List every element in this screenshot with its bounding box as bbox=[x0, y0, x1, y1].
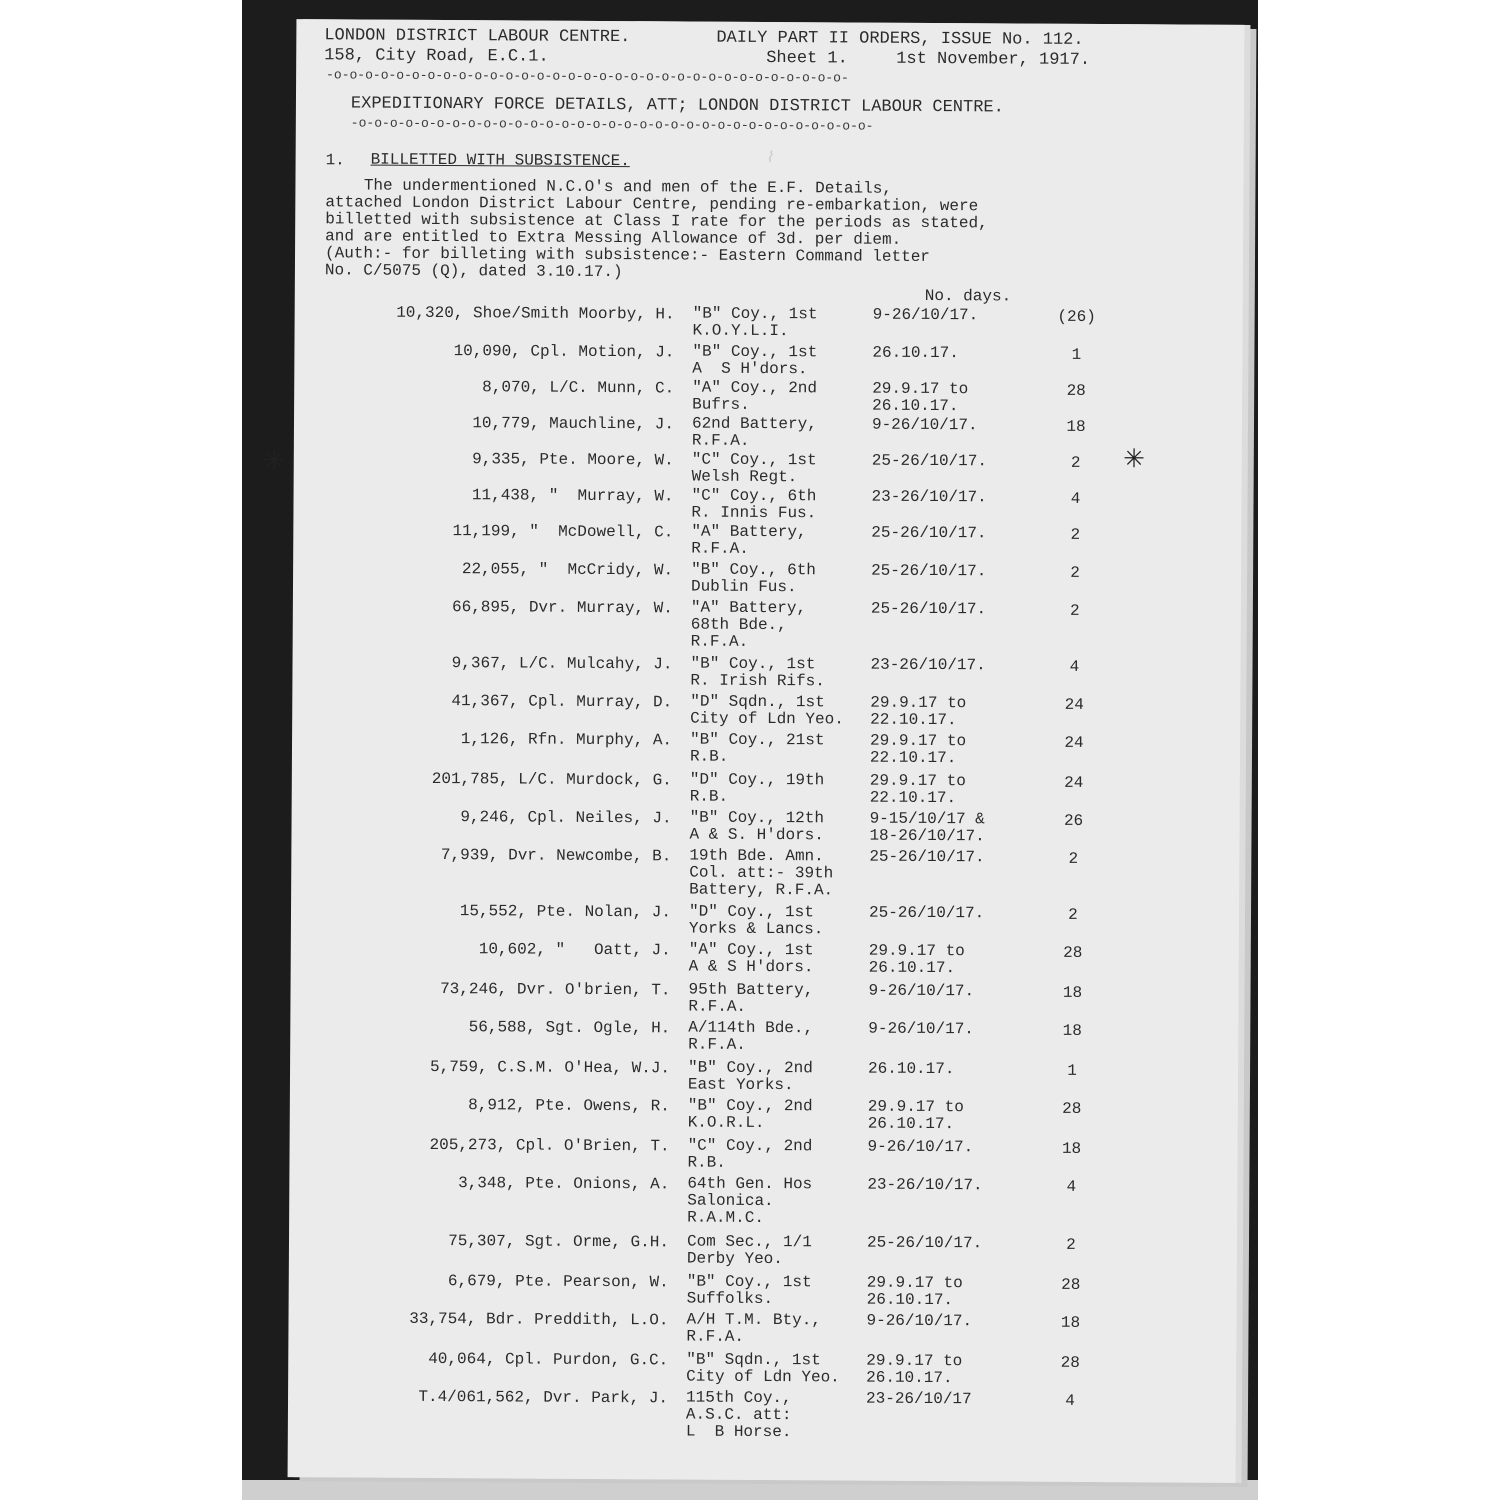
entry-name: 201,785, L/C. Murdock, G. bbox=[431, 769, 672, 790]
entry-days: 18 bbox=[1060, 1313, 1081, 1332]
entry-days: 4 bbox=[1069, 657, 1080, 676]
entry-days: 2 bbox=[1068, 849, 1079, 868]
entry-days: 1 bbox=[1067, 1061, 1077, 1080]
entry-name: 10,602, " Oatt, J. bbox=[478, 940, 671, 960]
entry-unit-line: 68th Bde., bbox=[690, 615, 787, 635]
entry-name: 7,939, Dvr. Newcombe, B. bbox=[440, 846, 672, 866]
entry-row bbox=[292, 729, 1240, 768]
entry-days: 18 bbox=[1062, 1021, 1082, 1040]
entry-name: T.4/061,562, Dvr. Park, J. bbox=[418, 1387, 669, 1408]
entry-unit bbox=[690, 694, 844, 729]
entry-unit-line: 62nd Battery, bbox=[691, 414, 817, 434]
entry-unit bbox=[692, 416, 817, 451]
pencil-annotation: ⌇ bbox=[765, 147, 774, 167]
entry-unit-line: "A" Battery, bbox=[690, 598, 807, 618]
entry-period bbox=[871, 563, 986, 581]
entry-name: 33,754, Bdr. Preddith, L.O. bbox=[409, 1309, 669, 1330]
entry-period bbox=[869, 943, 965, 978]
entry-name: 41,367, Cpl. Murray, D. bbox=[451, 692, 673, 712]
entry-unit-line: Welsh Regt. bbox=[691, 467, 798, 487]
entry-row bbox=[293, 559, 1241, 597]
entry-row bbox=[291, 845, 1239, 900]
entry-name: 56,588, Sgt. Ogle, H. bbox=[468, 1018, 671, 1038]
header-address: 158, City Road, E.C.1. bbox=[324, 46, 549, 67]
entry-unit-line: "B" Coy., 1st bbox=[692, 342, 818, 362]
entry-unit-line: "D" Coy., 1st bbox=[688, 902, 814, 922]
entry-period bbox=[868, 983, 974, 1001]
entry-unit-line: A.S.C. att: bbox=[685, 1405, 792, 1425]
entry-period bbox=[872, 345, 959, 363]
entry-unit-line: R.F.A. bbox=[688, 997, 747, 1016]
entry-period bbox=[869, 811, 984, 846]
entry-days: 28 bbox=[1060, 1353, 1080, 1372]
entry-period-line: 22.10.17. bbox=[869, 788, 957, 808]
entry-period-line: 29.9.17 to bbox=[872, 379, 969, 399]
paragraph-line: No. C/5075 (Q), dated 3.10.17.) bbox=[324, 261, 623, 282]
entry-name: 205,273, Cpl. O'Brien, T. bbox=[429, 1135, 670, 1156]
entry-name: 75,307, Sgt. Orme, G.H. bbox=[448, 1232, 670, 1252]
entry-period-line: 23-26/10/17 bbox=[865, 1389, 972, 1409]
entry-name: 40,064, Cpl. Purdon, G.C. bbox=[428, 1349, 669, 1370]
entry-unit-line: R.F.A. bbox=[690, 632, 749, 651]
entry-unit-line: "B" Coy., 1st bbox=[690, 654, 816, 674]
entry-row bbox=[288, 1387, 1236, 1442]
entry-unit-line: R.F.A. bbox=[688, 1035, 746, 1054]
entry-name: 73,246, Dvr. O'brien, T. bbox=[440, 980, 671, 1000]
entry-unit-line: "B" Sqdn., 1st bbox=[686, 1350, 821, 1370]
entry-period bbox=[866, 1391, 972, 1409]
entry-unit-line: A S H'dors. bbox=[692, 359, 808, 379]
entry-period-line: 29.9.17 to bbox=[870, 693, 967, 713]
entry-unit bbox=[687, 1234, 812, 1269]
entry-unit-line: "C" Coy., 1st bbox=[691, 450, 817, 470]
entry-days: 24 bbox=[1064, 695, 1084, 714]
entry-days: 18 bbox=[1062, 983, 1083, 1002]
entry-period bbox=[872, 489, 987, 507]
entry-unit-line: "B" Coy., 6th bbox=[691, 560, 816, 580]
entry-days: 2 bbox=[1070, 453, 1081, 472]
entry-period bbox=[867, 1177, 982, 1195]
entry-row bbox=[289, 1271, 1237, 1310]
entry-period bbox=[873, 307, 979, 325]
entry-period-line: 18-26/10/17. bbox=[869, 826, 985, 846]
entry-name: 66,895, Dvr. Murray, W. bbox=[451, 598, 673, 618]
entry-row bbox=[292, 807, 1240, 846]
document-sheet bbox=[263, 19, 1245, 1483]
entry-period-line: 23-26/10/17. bbox=[871, 487, 987, 507]
entry-row bbox=[289, 1231, 1237, 1269]
entry-unit bbox=[690, 732, 825, 767]
entry-days: 2 bbox=[1066, 1235, 1076, 1254]
entry-period-line: 26.10.17. bbox=[872, 396, 959, 416]
entry-period-line: 23-26/10/17. bbox=[867, 1175, 983, 1195]
entry-days: 4 bbox=[1065, 1391, 1075, 1410]
entry-unit bbox=[687, 1176, 812, 1228]
entry-unit-line: A & S H'dors. bbox=[688, 957, 814, 977]
entry-days: 1 bbox=[1071, 345, 1082, 364]
entry-unit-line: K.O.R.L. bbox=[687, 1113, 765, 1132]
entry-days: 2 bbox=[1069, 601, 1080, 620]
entry-days: 18 bbox=[1066, 417, 1086, 436]
entry-period-line: 22.10.17. bbox=[869, 748, 957, 768]
entry-name: 9,335, Pte. Moore, W. bbox=[472, 450, 674, 470]
entry-name: 10,090, Cpl. Motion, J. bbox=[453, 342, 675, 362]
entry-unit bbox=[688, 1020, 813, 1055]
entry-unit-line: "C" Coy., 2nd bbox=[687, 1136, 813, 1156]
entry-period bbox=[872, 417, 978, 435]
entry-row bbox=[291, 939, 1239, 978]
entry-period-line: 29.9.17 to bbox=[867, 1097, 964, 1117]
entry-period bbox=[866, 1353, 962, 1388]
entry-period-line: 9-26/10/17. bbox=[868, 981, 975, 1001]
entry-unit-line: "B" Coy., 2nd bbox=[688, 1058, 813, 1078]
entry-period bbox=[869, 849, 984, 867]
entry-unit-line: 115th Coy., bbox=[685, 1388, 792, 1408]
entry-days: 28 bbox=[1062, 1099, 1082, 1118]
entry-period bbox=[872, 381, 968, 416]
entry-days: 24 bbox=[1064, 773, 1084, 792]
entry-unit-line: R.F.A. bbox=[691, 431, 750, 450]
entry-row bbox=[289, 1173, 1237, 1227]
entry-period-line: 26.10.17. bbox=[868, 1059, 955, 1079]
entry-unit-line: "B" Coy., 1st bbox=[692, 304, 818, 324]
entry-period bbox=[868, 1061, 955, 1079]
entry-unit-line: K.O.Y.L.I. bbox=[692, 321, 789, 341]
entry-days: 18 bbox=[1061, 1139, 1082, 1158]
entry-period-line: 9-26/10/17. bbox=[872, 305, 979, 325]
entry-name: 3,348, Pte. Onions, A. bbox=[458, 1174, 670, 1194]
entry-row bbox=[293, 597, 1241, 651]
entry-days: 28 bbox=[1066, 381, 1086, 400]
entry-row bbox=[292, 691, 1240, 730]
entry-name: 10,320, Shoe/Smith Moorby, H. bbox=[396, 303, 675, 324]
entry-days: 26 bbox=[1063, 811, 1084, 830]
entry-unit bbox=[690, 656, 825, 691]
photo-bottom-strip bbox=[242, 1480, 1258, 1500]
entry-unit-line: 95th Battery, bbox=[688, 980, 814, 1000]
entry-row bbox=[294, 341, 1242, 379]
entry-row bbox=[292, 769, 1240, 808]
entry-unit-line: Battery, R.F.A. bbox=[689, 880, 834, 900]
header-org-line: LONDON DISTRICT LABOUR CENTRE. bbox=[324, 26, 631, 48]
entry-days: 2 bbox=[1068, 905, 1078, 924]
entry-unit bbox=[686, 1352, 840, 1387]
entry-unit bbox=[686, 1390, 792, 1442]
entry-unit bbox=[689, 904, 824, 939]
section-number: 1. bbox=[325, 151, 345, 170]
entry-period-line: 26.10.17. bbox=[866, 1368, 953, 1388]
entry-unit-line: Derby Yeo. bbox=[686, 1249, 783, 1269]
entry-name: 6,679, Pte. Pearson, W. bbox=[447, 1272, 669, 1292]
entry-period-line: 29.9.17 to bbox=[869, 771, 966, 791]
entry-row bbox=[290, 1135, 1238, 1172]
entry-unit-line: R.B. bbox=[687, 1153, 726, 1172]
entry-period-line: 29.9.17 to bbox=[866, 1351, 963, 1371]
entry-unit bbox=[692, 344, 817, 379]
entry-unit-line: "B" Coy., 2nd bbox=[687, 1096, 813, 1116]
entry-name: 8,912, Pte. Owens, R. bbox=[468, 1096, 670, 1116]
entry-unit bbox=[687, 1138, 812, 1173]
asterisk-mark-right: ✳ bbox=[1123, 440, 1145, 479]
entry-unit-line: "D" Coy., 19th bbox=[689, 770, 825, 790]
entry-period bbox=[870, 733, 966, 768]
entry-period-line: 26.10.17. bbox=[866, 1290, 954, 1310]
entry-unit-line: Salonica. bbox=[687, 1191, 774, 1211]
entry-days: 24 bbox=[1064, 733, 1084, 752]
entry-period bbox=[870, 695, 966, 730]
entry-name: 1,126, Rfn. Murphy, A. bbox=[460, 730, 673, 750]
entry-unit-line: "A" Coy., 1st bbox=[688, 940, 814, 960]
entry-period bbox=[867, 1275, 963, 1310]
entry-period-line: 25-26/10/17. bbox=[871, 523, 987, 543]
entry-unit bbox=[691, 488, 816, 523]
entry-unit bbox=[687, 1274, 812, 1309]
entry-unit-line: A & S. H'dors. bbox=[689, 825, 824, 845]
paragraph-line: The undermentioned N.C.O's and men of the E.F. Details, bbox=[325, 176, 892, 198]
entry-days: (26) bbox=[1057, 307, 1096, 327]
header-rule: -o-o-o-o-o-o-o-o-o-o-o-o-o-o-o-o-o-o-o-o-o-o-o-o-o-o-o-o-o-o-o-o-o- bbox=[326, 67, 849, 86]
paragraph-line: billetted with subsistence at Class I rate for the periods as stated, bbox=[325, 210, 988, 233]
section-paragraph bbox=[325, 177, 1156, 284]
entry-unit-line: "B" Coy., 21st bbox=[690, 730, 825, 750]
entry-unit-line: Suffolks. bbox=[686, 1289, 774, 1309]
entry-unit bbox=[688, 982, 813, 1017]
entry-period-line: 25-26/10/17. bbox=[871, 561, 987, 581]
entry-period bbox=[870, 657, 985, 675]
entry-period bbox=[872, 453, 987, 471]
entry-unit-line: 19th Bde. Amn. bbox=[689, 846, 824, 866]
entry-period-line: 26.10.17. bbox=[867, 1114, 955, 1134]
entry-row bbox=[290, 1017, 1238, 1054]
entry-unit bbox=[692, 452, 817, 487]
asterisk-mark-left: ✳ bbox=[263, 441, 285, 481]
entry-row bbox=[291, 979, 1239, 1016]
entry-unit-line: A/114th Bde., bbox=[688, 1018, 814, 1038]
entry-unit-line: East Yorks. bbox=[687, 1075, 794, 1095]
section-title: BILLETTED WITH SUBSISTENCE. bbox=[370, 150, 630, 171]
entry-row bbox=[290, 1095, 1238, 1134]
entry-unit bbox=[693, 306, 818, 341]
paragraph-line: attached London District Labour Centre, pending re-embarkation, were bbox=[325, 193, 979, 216]
entry-name: 22,055, " McCridy, W. bbox=[461, 560, 674, 580]
entry-period-line: 29.9.17 to bbox=[866, 1273, 963, 1293]
entry-unit-line: "A" Coy., 2nd bbox=[692, 378, 818, 398]
title-rule: -o-o-o-o-o-o-o-o-o-o-o-o-o-o-o-o-o-o-o-o-o-o-o-o-o-o-o-o-o-o-o-o-o- bbox=[350, 115, 874, 134]
entry-period-line: 25-26/10/17. bbox=[871, 451, 988, 471]
entry-period-line: 29.9.17 to bbox=[870, 731, 967, 751]
entry-unit-line: R.B. bbox=[689, 747, 729, 766]
entry-name: 10,779, Mauchline, J. bbox=[472, 414, 675, 434]
entry-name: 15,552, Pte. Nolan, J. bbox=[459, 902, 672, 922]
entry-name: 8,070, L/C. Munn, C. bbox=[482, 378, 675, 398]
entry-period bbox=[871, 601, 986, 619]
entry-period-line: 22.10.17. bbox=[870, 710, 957, 730]
entry-period-line: 9-26/10/17. bbox=[867, 1137, 974, 1157]
entry-name: 5,759, C.S.M. O'Hea, W.J. bbox=[429, 1057, 671, 1078]
entry-unit-line: Com Sec., 1/1 bbox=[686, 1232, 812, 1252]
entry-period-line: 25-26/10/17. bbox=[870, 599, 987, 619]
entry-row bbox=[289, 1309, 1237, 1346]
entry-name: 9,246, Cpl. Neiles, J. bbox=[460, 808, 672, 828]
entry-period-line: 25-26/10/17. bbox=[866, 1233, 983, 1253]
entry-unit-line: City of Ldn Yeo. bbox=[690, 709, 844, 729]
entry-unit bbox=[689, 848, 833, 900]
entry-period-line: 9-26/10/17. bbox=[868, 1019, 974, 1039]
entry-unit bbox=[691, 524, 806, 559]
entry-unit bbox=[690, 772, 825, 807]
entry-period bbox=[870, 773, 966, 808]
entry-period bbox=[869, 905, 984, 923]
header-date: 1st November, 1917. bbox=[896, 49, 1091, 70]
entry-period-line: 9-15/10/17 & bbox=[869, 809, 985, 829]
entry-period-line: 23-26/10/17. bbox=[870, 655, 986, 675]
entry-row bbox=[293, 653, 1241, 691]
entry-unit-line: R. Irish Rifs. bbox=[690, 671, 825, 691]
entry-unit bbox=[691, 600, 807, 652]
entry-period-line: 26.10.17. bbox=[868, 958, 956, 978]
entry-unit-line: Col. att:- 39th bbox=[689, 863, 834, 883]
entry-unit-line: R.A.M.C. bbox=[687, 1208, 765, 1227]
entry-unit-line: 64th Gen. Hos bbox=[687, 1174, 813, 1194]
days-column-header: No. days. bbox=[924, 286, 1012, 306]
paragraph-line: and are entitled to Extra Messing Allowance of 3d. per diem. bbox=[325, 227, 902, 249]
entry-period bbox=[868, 1099, 964, 1134]
entry-unit bbox=[689, 942, 814, 977]
entry-period-line: 26.10.17. bbox=[872, 343, 959, 363]
paragraph-line: (Auth:- for billeting with subsistence:- Eastern Command letter bbox=[324, 244, 930, 266]
entry-period-line: 9-26/10/17. bbox=[871, 415, 978, 435]
entry-unit-line: "B" Coy., 12th bbox=[689, 808, 825, 828]
entry-row bbox=[295, 303, 1243, 341]
entry-days: 28 bbox=[1063, 943, 1083, 962]
entry-period-line: 25-26/10/17. bbox=[868, 903, 985, 923]
entry-period-line: 25-26/10/17. bbox=[869, 847, 985, 867]
entry-row bbox=[291, 901, 1239, 939]
entry-unit-line: Dublin Fus. bbox=[690, 577, 797, 597]
entry-unit-line: City of Ldn Yeo. bbox=[686, 1367, 840, 1387]
entry-name: 11,438, " Murray, W. bbox=[471, 486, 674, 506]
entry-unit-line: "B" Coy., 1st bbox=[686, 1272, 812, 1292]
document-title: EXPEDITIONARY FORCE DETAILS, ATT; LONDON DISTRICT LABOUR CENTRE. bbox=[350, 94, 1004, 118]
entry-period-line: 9-26/10/17. bbox=[866, 1311, 973, 1331]
entry-period bbox=[867, 1235, 982, 1253]
entry-unit bbox=[692, 380, 817, 415]
entry-days: 4 bbox=[1070, 489, 1081, 508]
entry-name: 9,367, L/C. Mulcahy, J. bbox=[451, 654, 673, 674]
entry-unit bbox=[686, 1312, 821, 1347]
entry-unit-line: R.B. bbox=[689, 787, 729, 806]
entry-period bbox=[866, 1313, 972, 1331]
entry-days: 4 bbox=[1066, 1177, 1077, 1196]
entry-period bbox=[868, 1021, 974, 1039]
entry-unit bbox=[691, 562, 816, 597]
entry-row bbox=[290, 1057, 1238, 1095]
entry-unit bbox=[689, 810, 824, 845]
entry-unit bbox=[688, 1060, 813, 1095]
entry-unit-line: Yorks & Lancs. bbox=[688, 919, 824, 939]
entry-period-line: 29.9.17 to bbox=[868, 941, 965, 961]
entry-days: 2 bbox=[1070, 525, 1081, 544]
entry-unit-line: A/H T.M. Bty., bbox=[686, 1310, 821, 1330]
entry-days: 28 bbox=[1061, 1275, 1081, 1294]
entry-unit-line: R.F.A. bbox=[691, 539, 749, 558]
entry-period bbox=[871, 525, 986, 543]
entry-period bbox=[868, 1139, 974, 1157]
entry-name: 11,199, " McDowell, C. bbox=[452, 522, 674, 542]
entry-unit-line: "D" Sqdn., 1st bbox=[690, 692, 825, 712]
entry-unit-line: L B Horse. bbox=[685, 1422, 792, 1442]
header-sheet: Sheet 1. bbox=[766, 48, 848, 69]
entry-unit-line: "C" Coy., 6th bbox=[691, 486, 817, 506]
entry-unit-line: R. Innis Fus. bbox=[691, 503, 817, 523]
entry-row bbox=[288, 1349, 1236, 1388]
entry-unit bbox=[688, 1098, 813, 1133]
entry-days: 2 bbox=[1070, 563, 1080, 582]
entry-unit-line: R.F.A. bbox=[686, 1327, 745, 1346]
entry-unit-line: Bufrs. bbox=[692, 395, 750, 414]
entry-unit-line: "A" Battery, bbox=[691, 522, 807, 542]
header-orders-line: DAILY PART II ORDERS, ISSUE No. 112. bbox=[716, 28, 1084, 50]
